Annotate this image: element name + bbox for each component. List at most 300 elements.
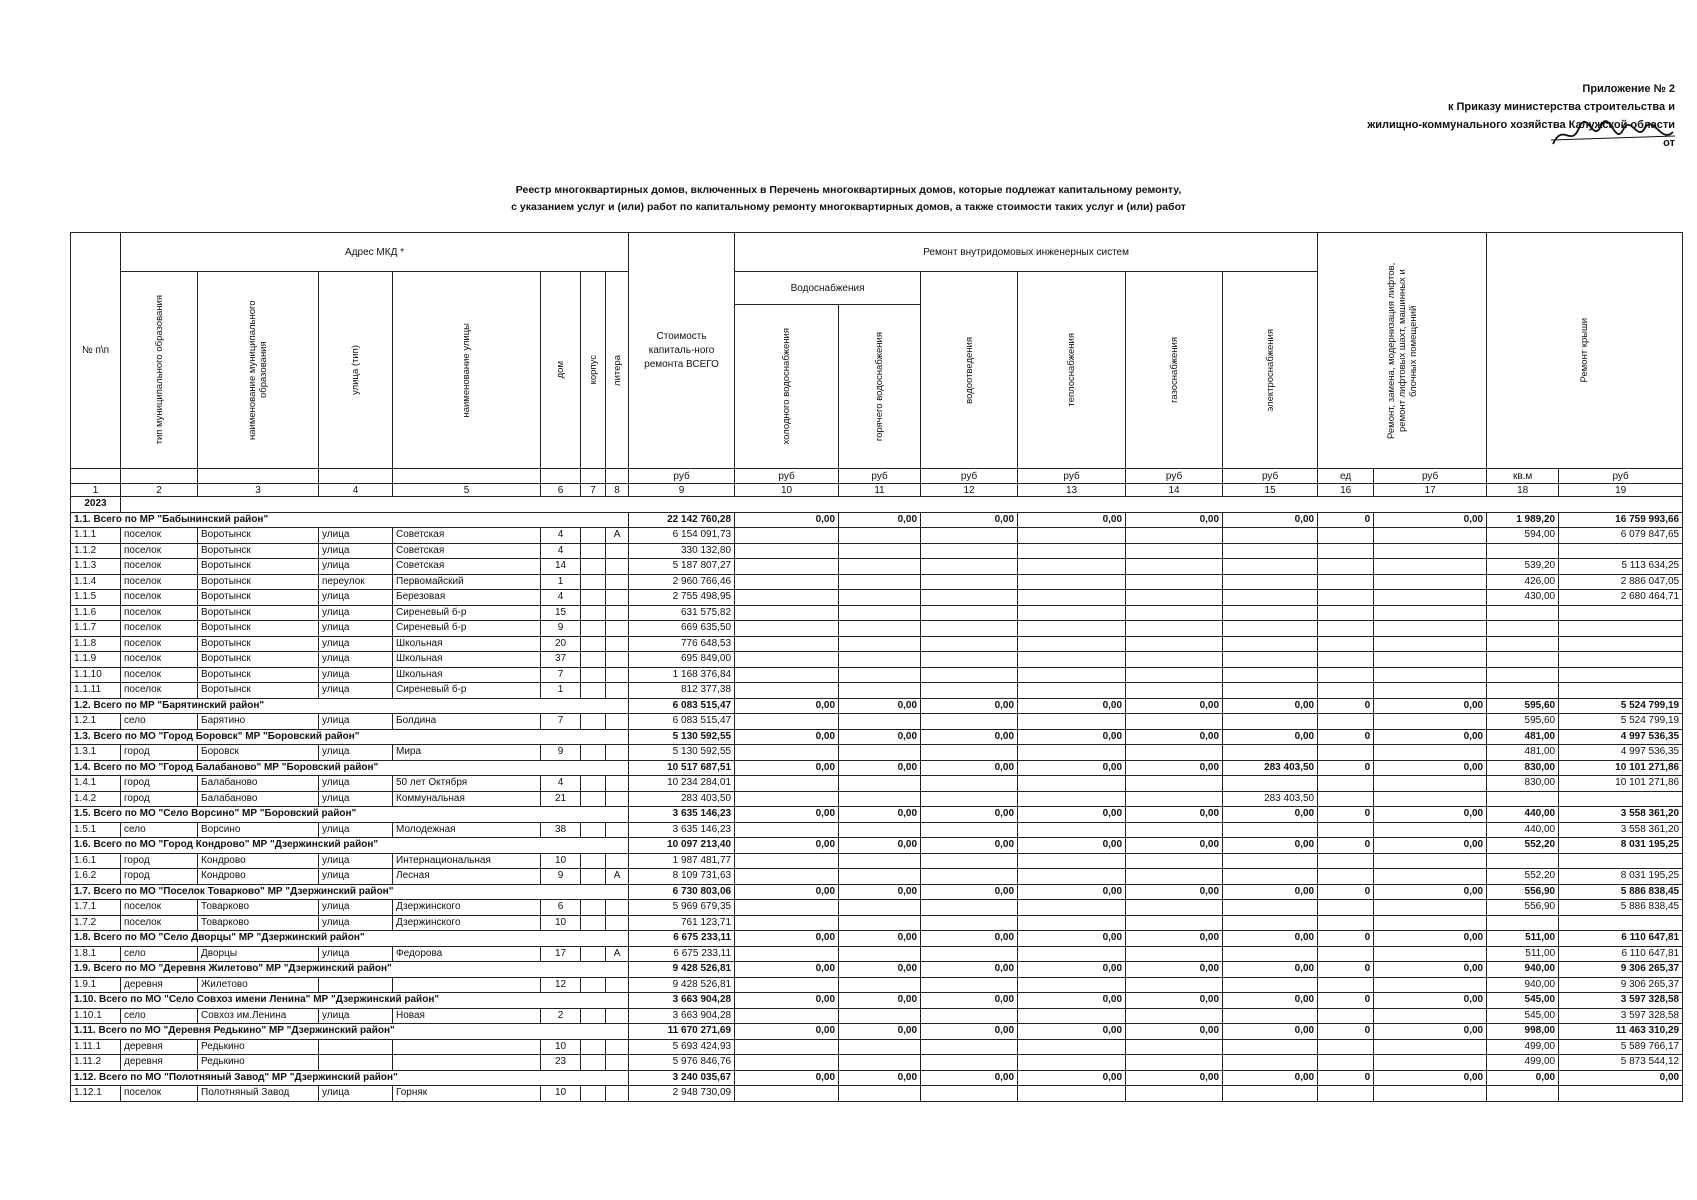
table-cell (1018, 605, 1126, 621)
table-cell (1223, 543, 1318, 559)
table-cell (1374, 683, 1487, 699)
table-cell (921, 636, 1018, 652)
table-cell: 0,00 (1126, 807, 1223, 823)
table-row (71, 590, 1683, 606)
table-cell: 16 759 993,66 (1559, 512, 1683, 528)
table-cell (921, 528, 1018, 544)
cost-total-cell: 10 234 284,01 (629, 776, 735, 792)
table-cell: 0,00 (921, 962, 1018, 978)
table-cell: 481,00 (1487, 729, 1559, 745)
table-cell (1318, 791, 1374, 807)
table-cell: Воротынск (198, 543, 319, 559)
table-cell (1374, 791, 1487, 807)
table-cell (735, 869, 839, 885)
table-cell: 0 (1318, 884, 1374, 900)
table-cell: 511,00 (1487, 946, 1559, 962)
table-cell: 0,00 (1223, 838, 1318, 854)
table-cell: 0,00 (1374, 962, 1487, 978)
column-number-cell: 11 (839, 484, 921, 497)
table-cell (1318, 667, 1374, 683)
column-number-cell: 15 (1223, 484, 1318, 497)
table-cell: 5 524 799,19 (1559, 698, 1683, 714)
table-cell (1318, 745, 1374, 761)
subtotal-label: 1.9. Всего по МО "Деревня Жилетово" МР "Дзержинский район" (71, 962, 629, 978)
table-cell (1487, 667, 1559, 683)
table-cell: 2 (541, 1008, 581, 1024)
table-cell: улица (319, 559, 393, 575)
appendix-line-4: от (1663, 137, 1675, 149)
subtotal-label: 1.5. Всего по МО "Село Ворсино" МР "Боровский район" (71, 807, 629, 823)
table-cell: Дзержинского (393, 915, 541, 931)
table-cell: Воротынск (198, 559, 319, 575)
table-cell (1018, 543, 1126, 559)
row-number-cell: 1.1.10 (71, 667, 121, 683)
table-cell: 0,00 (921, 698, 1018, 714)
table-cell (1126, 559, 1223, 575)
table-cell (1374, 590, 1487, 606)
table-cell (606, 590, 629, 606)
table-cell (1223, 667, 1318, 683)
table-cell: 595,60 (1487, 714, 1559, 730)
table-cell (735, 605, 839, 621)
subtotal-row (71, 512, 1683, 528)
table-cell (1374, 652, 1487, 668)
table-cell (921, 574, 1018, 590)
table-cell (839, 1008, 921, 1024)
table-cell (735, 683, 839, 699)
table-cell (839, 776, 921, 792)
table-cell (1374, 559, 1487, 575)
header-house: дом (541, 272, 581, 469)
table-row (71, 791, 1683, 807)
table-cell (1487, 543, 1559, 559)
table-cell: 440,00 (1487, 807, 1559, 823)
table-cell: 4 (541, 590, 581, 606)
cost-total-cell: 5 693 424,93 (629, 1039, 735, 1055)
table-cell (606, 977, 629, 993)
table-cell: 0,00 (921, 512, 1018, 528)
table-cell (839, 714, 921, 730)
table-cell: 4 (541, 528, 581, 544)
table-cell (839, 1039, 921, 1055)
table-cell (1374, 1039, 1487, 1055)
row-number-cell: 1.2.1 (71, 714, 121, 730)
subtotal-label: 1.4. Всего по МО "Город Балабаново" МР "Боровский район" (71, 760, 629, 776)
table-cell (581, 869, 606, 885)
table-cell (1318, 822, 1374, 838)
table-cell: Воротынск (198, 590, 319, 606)
table-cell: поселок (121, 900, 198, 916)
table-cell (581, 714, 606, 730)
table-cell (606, 915, 629, 931)
table-cell: Лесная (393, 869, 541, 885)
table-cell: 0,00 (1374, 1024, 1487, 1040)
table-cell (921, 652, 1018, 668)
table-cell: улица (319, 1086, 393, 1102)
table-cell (1126, 590, 1223, 606)
table-cell: улица (319, 745, 393, 761)
table-cell: Интернациональная (393, 853, 541, 869)
table-cell: улица (319, 621, 393, 637)
table-cell: 0 (1318, 838, 1374, 854)
table-cell (1318, 605, 1374, 621)
table-cell (1559, 1086, 1683, 1102)
header-lifts: Ремонт, замена, модернизация лифтов, ремонт лифтовых шахт, машинных и блочных помещений (1318, 233, 1487, 469)
column-number-cell: 8 (606, 484, 629, 497)
table-row (71, 636, 1683, 652)
table-cell: город (121, 745, 198, 761)
table-row (71, 822, 1683, 838)
cost-total-cell: 761 123,71 (629, 915, 735, 931)
cost-total-cell: 6 675 233,11 (629, 931, 735, 947)
table-cell: Березовая (393, 590, 541, 606)
cost-total-cell: 5 187 807,27 (629, 559, 735, 575)
table-cell (606, 605, 629, 621)
table-cell: 10 (541, 1086, 581, 1102)
table-cell (921, 621, 1018, 637)
register-table (70, 232, 1683, 1102)
subtotal-label: 1.3. Всего по МО "Город Боровск" МР "Боровский район" (71, 729, 629, 745)
table-cell (606, 667, 629, 683)
cost-total-cell: 5 130 592,55 (629, 729, 735, 745)
header-gas: газоснабжения (1126, 272, 1223, 469)
table-cell: 0,00 (1018, 838, 1126, 854)
table-cell: 7 (541, 667, 581, 683)
cost-total-cell: 6 675 233,11 (629, 946, 735, 962)
subtotal-row (71, 931, 1683, 947)
table-cell: 545,00 (1487, 993, 1559, 1009)
table-cell: 0,00 (921, 729, 1018, 745)
table-cell (1318, 1086, 1374, 1102)
table-cell (1223, 559, 1318, 575)
table-cell: 0,00 (1374, 807, 1487, 823)
table-cell (735, 1055, 839, 1071)
table-cell (1559, 915, 1683, 931)
table-cell: деревня (121, 977, 198, 993)
table-cell: Полотняный Завод (198, 1086, 319, 1102)
table-cell (839, 559, 921, 575)
table-cell (1223, 853, 1318, 869)
table-cell (606, 1039, 629, 1055)
table-cell (1126, 605, 1223, 621)
table-cell (581, 652, 606, 668)
table-cell: 0,00 (921, 760, 1018, 776)
table-cell (735, 1008, 839, 1024)
table-cell: село (121, 714, 198, 730)
table-cell (606, 636, 629, 652)
table-cell: 50 лет Октября (393, 776, 541, 792)
row-number-cell: 1.3.1 (71, 745, 121, 761)
table-cell: 594,00 (1487, 528, 1559, 544)
table-cell (1374, 543, 1487, 559)
table-cell (1318, 977, 1374, 993)
table-cell (581, 605, 606, 621)
table-cell: Воротынск (198, 621, 319, 637)
table-cell (1126, 869, 1223, 885)
table-cell: 0,00 (839, 993, 921, 1009)
table-cell (921, 1008, 1018, 1024)
table-cell (1487, 853, 1559, 869)
table-cell (735, 791, 839, 807)
table-cell (921, 946, 1018, 962)
table-cell: 552,20 (1487, 838, 1559, 854)
table-cell: 481,00 (1487, 745, 1559, 761)
table-cell: поселок (121, 559, 198, 575)
table-cell: 4 997 536,35 (1559, 729, 1683, 745)
cost-total-cell: 10 517 687,51 (629, 760, 735, 776)
table-cell (1126, 776, 1223, 792)
table-cell: село (121, 1008, 198, 1024)
table-cell (1126, 853, 1223, 869)
row-number-cell: 1.5.1 (71, 822, 121, 838)
cost-total-cell: 695 849,00 (629, 652, 735, 668)
table-cell: 0,00 (735, 729, 839, 745)
table-cell: поселок (121, 605, 198, 621)
cost-total-cell: 669 635,50 (629, 621, 735, 637)
table-cell (1318, 853, 1374, 869)
row-number-cell: 1.1.7 (71, 621, 121, 637)
table-cell (921, 900, 1018, 916)
table-cell: 0,00 (1559, 1070, 1683, 1086)
column-number-cell: 14 (1126, 484, 1223, 497)
header-heating: теплоснабжения (1018, 272, 1126, 469)
row-number-cell: 1.9.1 (71, 977, 121, 993)
row-number-cell: 1.12.1 (71, 1086, 121, 1102)
table-cell (1223, 528, 1318, 544)
table-cell (581, 590, 606, 606)
cost-total-cell: 8 109 731,63 (629, 869, 735, 885)
table-cell: 4 997 536,35 (1559, 745, 1683, 761)
table-cell (1487, 915, 1559, 931)
table-cell (921, 714, 1018, 730)
table-cell (735, 621, 839, 637)
table-cell (1223, 900, 1318, 916)
row-number-cell: 1.1.4 (71, 574, 121, 590)
header-cold-water: холодного водоснабжения (735, 305, 839, 469)
table-cell (1018, 667, 1126, 683)
table-cell: 0,00 (1126, 698, 1223, 714)
table-cell: город (121, 869, 198, 885)
table-cell: 0,00 (839, 512, 921, 528)
table-cell: Мира (393, 745, 541, 761)
table-cell: 0,00 (1018, 807, 1126, 823)
table-cell: улица (319, 605, 393, 621)
subtotal-row (71, 760, 1683, 776)
table-cell (735, 977, 839, 993)
table-cell: Боровск (198, 745, 319, 761)
table-cell: 0,00 (1223, 1024, 1318, 1040)
table-cell (1223, 714, 1318, 730)
table-cell: 0,00 (1018, 729, 1126, 745)
table-cell (1318, 915, 1374, 931)
table-row (71, 683, 1683, 699)
table-cell (921, 543, 1018, 559)
table-cell (393, 1039, 541, 1055)
table-cell: Молодежная (393, 822, 541, 838)
table-cell: 23 (541, 1055, 581, 1071)
table-cell (735, 900, 839, 916)
table-cell: 0 (1318, 1070, 1374, 1086)
table-cell (1018, 528, 1126, 544)
table-cell: 0,00 (1374, 698, 1487, 714)
table-cell (1487, 1086, 1559, 1102)
table-row (71, 853, 1683, 869)
table-cell (1318, 543, 1374, 559)
table-cell: А (606, 946, 629, 962)
table-cell: 511,00 (1487, 931, 1559, 947)
document-title-line-1: Реестр многоквартирных домов, включенных в Перечень многоквартирных домов, которые подлежат капитальному ремонту, (515, 184, 1182, 196)
column-number-cell: 12 (921, 484, 1018, 497)
table-cell: 0,00 (735, 760, 839, 776)
table-cell: Новая (393, 1008, 541, 1024)
header-num: № п\п (71, 233, 121, 469)
table-cell: 15 (541, 605, 581, 621)
table-cell (839, 822, 921, 838)
table-cell: поселок (121, 1086, 198, 1102)
cost-total-cell: 3 240 035,67 (629, 1070, 735, 1086)
table-cell (1223, 1008, 1318, 1024)
table-cell: 830,00 (1487, 760, 1559, 776)
table-cell: 0,00 (1126, 838, 1223, 854)
table-cell: 0,00 (1223, 993, 1318, 1009)
table-cell: 0,00 (839, 698, 921, 714)
table-cell: поселок (121, 636, 198, 652)
table-cell (1318, 528, 1374, 544)
table-cell: 0,00 (839, 1070, 921, 1086)
cost-total-cell: 3 663 904,28 (629, 993, 735, 1009)
table-cell (839, 590, 921, 606)
table-cell (921, 822, 1018, 838)
table-cell (921, 977, 1018, 993)
table-cell (1223, 621, 1318, 637)
table-cell (1018, 1055, 1126, 1071)
table-cell (581, 822, 606, 838)
unit-cell: руб (735, 469, 839, 484)
cost-total-cell: 631 575,82 (629, 605, 735, 621)
table-cell (606, 652, 629, 668)
table-cell: Воротынск (198, 652, 319, 668)
table-cell: 0,00 (1018, 1070, 1126, 1086)
table-cell: Барятино (198, 714, 319, 730)
table-cell: 0,00 (1018, 993, 1126, 1009)
table-cell (606, 1008, 629, 1024)
cost-total-cell: 5 969 679,35 (629, 900, 735, 916)
table-cell: улица (319, 590, 393, 606)
table-cell (581, 621, 606, 637)
table-cell (1374, 1008, 1487, 1024)
table-cell: 0,00 (921, 1070, 1018, 1086)
table-cell: 0,00 (735, 884, 839, 900)
table-cell (1126, 745, 1223, 761)
subtotal-row (71, 962, 1683, 978)
row-number-cell: 1.1.3 (71, 559, 121, 575)
table-cell (1374, 822, 1487, 838)
table-cell: 0 (1318, 807, 1374, 823)
cost-total-cell: 3 635 146,23 (629, 807, 735, 823)
table-cell (1126, 791, 1223, 807)
table-cell (735, 745, 839, 761)
row-number-cell: 1.6.1 (71, 853, 121, 869)
table-row (71, 528, 1683, 544)
table-cell (1374, 1086, 1487, 1102)
table-cell (1318, 683, 1374, 699)
year-cell: 2023 (71, 497, 121, 513)
table-cell (735, 543, 839, 559)
table-cell: 6 079 847,65 (1559, 528, 1683, 544)
cost-total-cell: 5 130 592,55 (629, 745, 735, 761)
unit-cell: руб (839, 469, 921, 484)
table-row (71, 1039, 1683, 1055)
table-row (71, 574, 1683, 590)
table-cell: улица (319, 791, 393, 807)
table-cell (1018, 853, 1126, 869)
table-cell: 9 (541, 869, 581, 885)
table-cell (1018, 636, 1126, 652)
table-cell (839, 683, 921, 699)
table-cell: Ворсино (198, 822, 319, 838)
table-cell: поселок (121, 683, 198, 699)
table-cell: улица (319, 946, 393, 962)
cost-total-cell: 2 960 766,46 (629, 574, 735, 590)
table-cell: 6 110 647,81 (1559, 931, 1683, 947)
table-cell: 0,00 (839, 931, 921, 947)
table-cell (1374, 636, 1487, 652)
table-cell: 1 (541, 683, 581, 699)
cost-total-cell: 812 377,38 (629, 683, 735, 699)
table-cell (1018, 1086, 1126, 1102)
table-cell: Воротынск (198, 667, 319, 683)
table-cell: 0,00 (1223, 1070, 1318, 1086)
table-cell (581, 1055, 606, 1071)
table-cell (839, 667, 921, 683)
table-cell: деревня (121, 1039, 198, 1055)
table-cell (735, 1039, 839, 1055)
table-cell: 5 873 544,12 (1559, 1055, 1683, 1071)
table-cell: Балабаново (198, 791, 319, 807)
table-cell: 0,00 (839, 729, 921, 745)
table-row (71, 605, 1683, 621)
table-cell: 595,60 (1487, 698, 1559, 714)
table-cell (1126, 822, 1223, 838)
header-roof: Ремонт крыши (1487, 233, 1683, 469)
table-cell (581, 853, 606, 869)
table-cell (1223, 946, 1318, 962)
row-number-cell: 1.4.1 (71, 776, 121, 792)
table-cell: 5 524 799,19 (1559, 714, 1683, 730)
table-cell (319, 1055, 393, 1071)
table-cell: 556,90 (1487, 900, 1559, 916)
table-cell (606, 574, 629, 590)
table-cell (1559, 853, 1683, 869)
table-cell: Воротынск (198, 528, 319, 544)
table-cell: 0,00 (921, 807, 1018, 823)
table-cell: 8 031 195,25 (1559, 838, 1683, 854)
table-cell (1018, 776, 1126, 792)
document-title-line-2: с указанием услуг и (или) работ по капитальному ремонту многоквартирных домов, а также стоимости таких услуг и (или) работ (511, 201, 1186, 213)
row-number-cell: 1.1.11 (71, 683, 121, 699)
table-cell (839, 900, 921, 916)
column-number-cell: 10 (735, 484, 839, 497)
table-cell: поселок (121, 574, 198, 590)
table-cell: Товарково (198, 900, 319, 916)
table-cell: 2 680 464,71 (1559, 590, 1683, 606)
table-cell (1126, 636, 1223, 652)
column-number-cell: 13 (1018, 484, 1126, 497)
table-cell: 0,00 (1018, 512, 1126, 528)
table-cell (1126, 683, 1223, 699)
cost-total-cell: 9 428 526,81 (629, 977, 735, 993)
table-cell (1559, 636, 1683, 652)
